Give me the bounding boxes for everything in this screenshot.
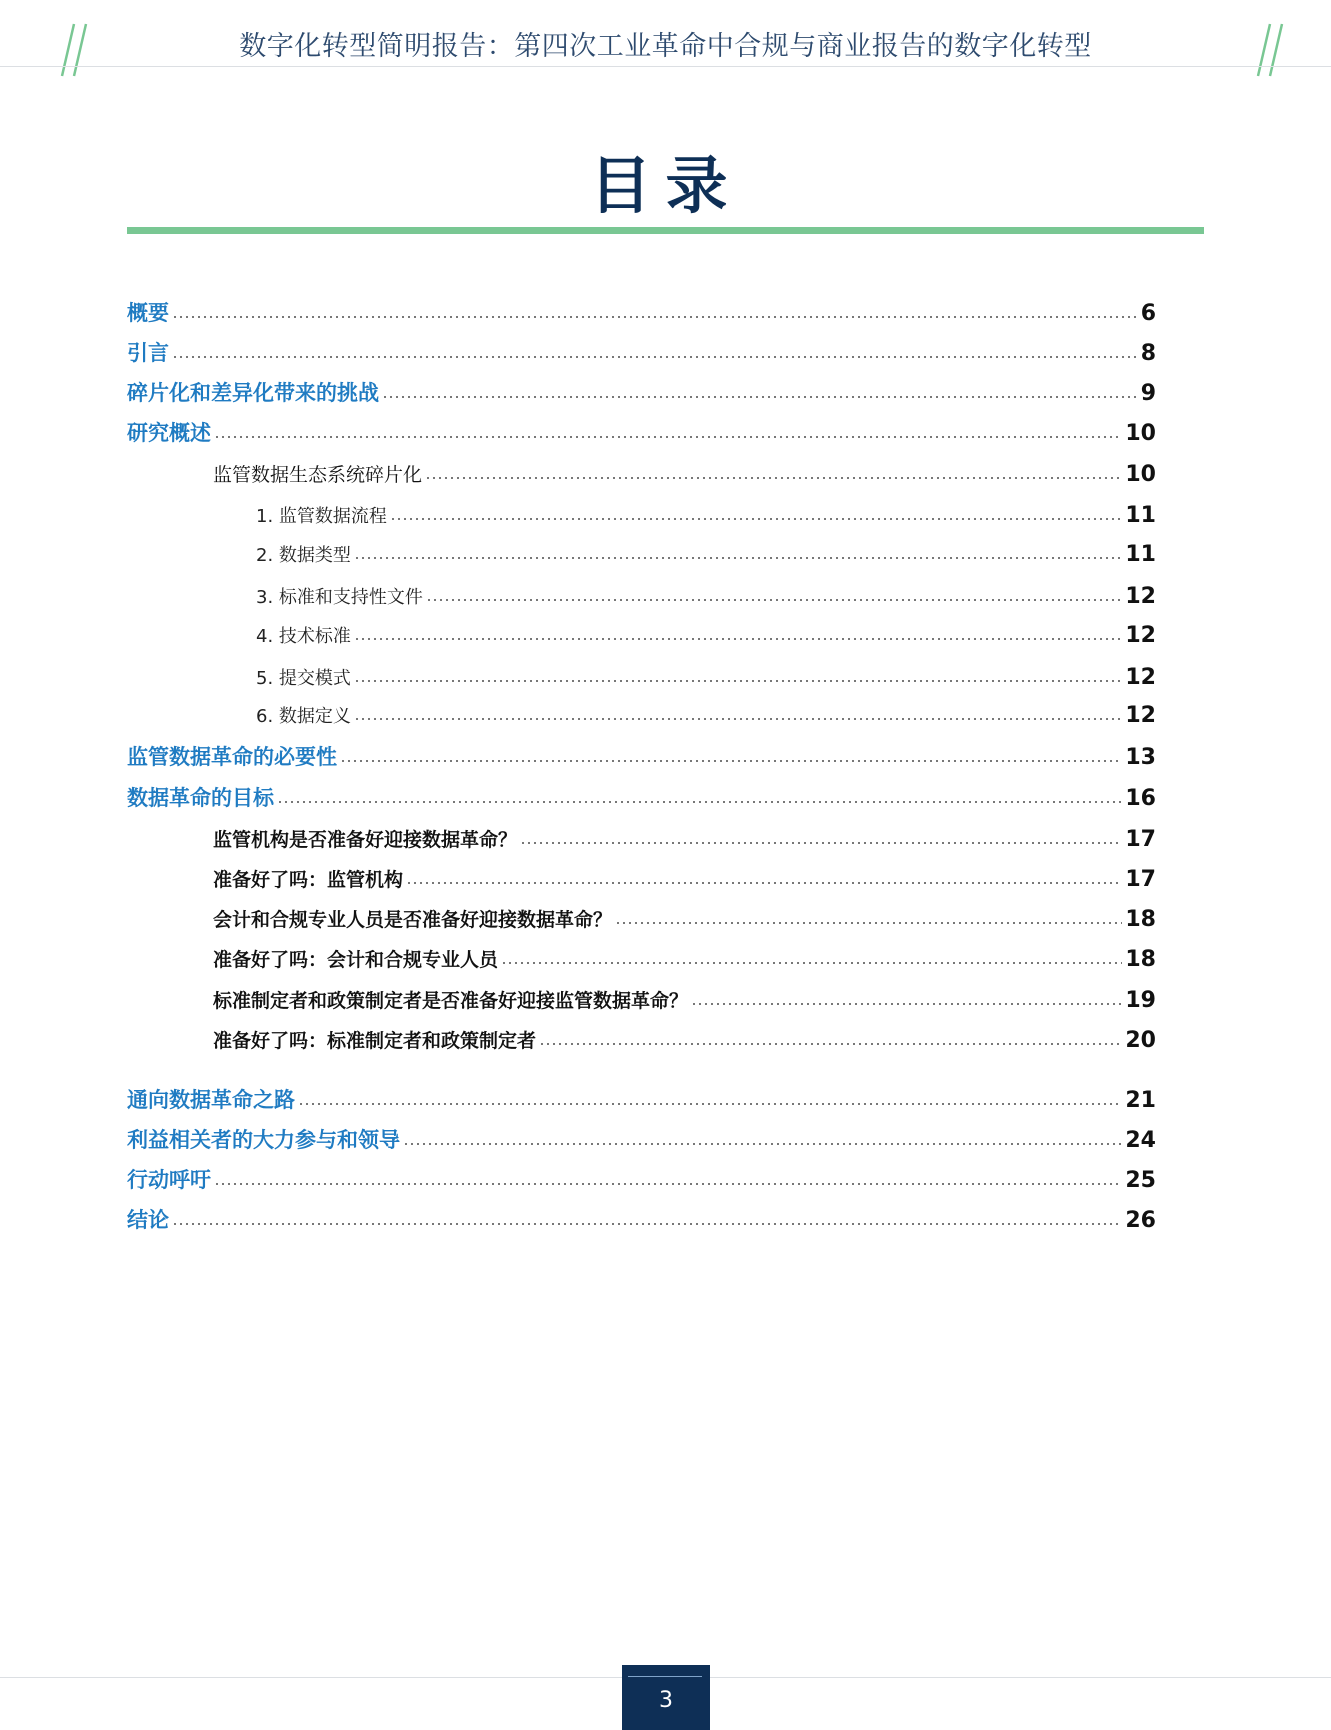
toc-entry-page: 19 (1125, 988, 1156, 1013)
toc-entry-page: 26 (1125, 1208, 1156, 1233)
toc-entry[interactable] (127, 303, 1156, 325)
toc-entry[interactable] (213, 949, 1156, 971)
toc-leader-dots (691, 1003, 1122, 1005)
toc-entry-title: 结论 (127, 1208, 169, 1232)
toc-leader-dots (340, 760, 1122, 762)
toc-entry-title: 碎片化和差异化带来的挑战 (127, 381, 379, 405)
toc-entry-page: 21 (1125, 1088, 1156, 1113)
toc-entry-page: 13 (1125, 745, 1156, 770)
toc-entry-page: 12 (1125, 665, 1156, 690)
toc-leader-dots (426, 599, 1122, 601)
toc-entry-title: 标准制定者和政策制定者是否准备好迎接监管数据革命？ (213, 990, 689, 1012)
toc-leader-dots (382, 396, 1138, 398)
toc-entry-page: 24 (1125, 1128, 1156, 1153)
toc-entry[interactable] (213, 990, 1156, 1012)
toc-entry-page: 10 (1125, 421, 1156, 446)
toc-entry[interactable] (127, 747, 1156, 769)
toc-entry[interactable] (127, 343, 1156, 365)
toc-entry[interactable] (127, 1170, 1156, 1192)
toc-leader-dots (354, 557, 1122, 559)
toc-entry-title: 数据革命的目标 (127, 786, 274, 810)
toc-leader-dots (214, 436, 1122, 438)
toc-leader-dots (520, 842, 1122, 844)
decorative-slash-right-icon (1256, 22, 1296, 78)
toc-entry[interactable] (213, 829, 1156, 851)
toc-entry-title: 准备好了吗：标准制定者和政策制定者 (213, 1030, 537, 1052)
toc-entry-title: 6. 数据定义 (256, 706, 351, 727)
toc-entry[interactable] (127, 1210, 1156, 1232)
toc-entry[interactable] (256, 625, 1156, 647)
toc-entry[interactable] (256, 586, 1156, 608)
toc-entry-title: 准备好了吗：监管机构 (213, 869, 404, 891)
toc-entry-page: 18 (1125, 947, 1156, 972)
toc-entry[interactable] (256, 505, 1156, 527)
toc-entry-title: 3. 标准和支持性文件 (256, 587, 423, 608)
toc-entry-page: 6 (1140, 301, 1156, 326)
toc-entry[interactable] (213, 869, 1156, 891)
toc-heading-rule (127, 227, 1204, 234)
toc-leader-dots (172, 1223, 1122, 1225)
toc-entry-title: 会计和合规专业人员是否准备好迎接数据革命？ (213, 909, 613, 931)
toc-entry-page: 9 (1140, 381, 1156, 406)
toc-entry-title: 监管数据生态系统碎片化 (213, 464, 423, 486)
toc-entry-title: 利益相关者的大力参与和领导 (127, 1128, 400, 1152)
toc-entry[interactable] (256, 544, 1156, 566)
page-badge-accent-line (628, 1676, 702, 1677)
toc-entry[interactable] (127, 423, 1156, 445)
toc-entry-page: 12 (1125, 584, 1156, 609)
toc-leader-dots (172, 316, 1138, 318)
toc-leader-dots (354, 718, 1122, 720)
page-number: 3 (659, 1688, 673, 1713)
toc-entry-title: 通向数据革命之路 (127, 1088, 295, 1112)
toc-entry-page: 17 (1125, 867, 1156, 892)
toc-entry-title: 准备好了吗：会计和合规专业人员 (213, 949, 499, 971)
toc-entry-page: 10 (1125, 462, 1156, 487)
toc-entry[interactable] (213, 909, 1156, 931)
toc-entry-title: 概要 (127, 301, 169, 325)
toc-entry-title: 4. 技术标准 (256, 626, 351, 647)
toc-leader-dots (390, 518, 1122, 520)
toc-leader-dots (615, 922, 1122, 924)
running-header-title: 数字化转型简明报告：第四次工业革命中合规与商业报告的数字化转型 (239, 31, 1092, 62)
toc-leader-dots (501, 962, 1122, 964)
toc-leader-dots (298, 1103, 1122, 1105)
toc-leader-dots (354, 638, 1122, 640)
toc-entry[interactable] (127, 383, 1156, 405)
toc-leader-dots (403, 1143, 1122, 1145)
toc-entry-title: 1. 监管数据流程 (256, 506, 387, 527)
toc-entry-page: 11 (1125, 503, 1156, 528)
toc-heading: 目录 (589, 149, 742, 222)
toc-entry[interactable] (127, 788, 1156, 810)
toc-entry-title: 研究概述 (127, 421, 211, 445)
toc-entry-page: 17 (1125, 827, 1156, 852)
toc-entry[interactable] (256, 705, 1156, 727)
toc-entry-title: 引言 (127, 341, 169, 365)
toc-leader-dots (539, 1043, 1122, 1045)
toc-entry-title: 2. 数据类型 (256, 545, 351, 566)
header-divider (0, 66, 1331, 67)
toc-entry-title: 监管数据革命的必要性 (127, 745, 337, 769)
toc-leader-dots (406, 882, 1122, 884)
toc-entry-title: 行动呼吁 (127, 1168, 211, 1192)
toc-leader-dots (214, 1183, 1122, 1185)
toc-entry-title: 5. 提交模式 (256, 668, 351, 689)
toc-entry[interactable] (127, 1090, 1156, 1112)
toc-entry-title: 监管机构是否准备好迎接数据革命？ (213, 829, 518, 851)
toc-leader-dots (425, 477, 1122, 479)
toc-entry[interactable] (127, 1130, 1156, 1152)
toc-entry[interactable] (213, 464, 1156, 486)
toc-entry-page: 20 (1125, 1028, 1156, 1053)
toc-leader-dots (172, 356, 1138, 358)
toc-entry-page: 25 (1125, 1168, 1156, 1193)
toc-entry-page: 16 (1125, 786, 1156, 811)
toc-entry-page: 11 (1125, 542, 1156, 567)
toc-entry-page: 8 (1140, 341, 1156, 366)
toc-entry[interactable] (256, 667, 1156, 689)
toc-leader-dots (277, 801, 1122, 803)
toc-entry-page: 12 (1125, 623, 1156, 648)
toc-entry-page: 12 (1125, 703, 1156, 728)
toc-leader-dots (354, 680, 1122, 682)
toc-entry[interactable] (213, 1030, 1156, 1052)
toc-entry-page: 18 (1125, 907, 1156, 932)
